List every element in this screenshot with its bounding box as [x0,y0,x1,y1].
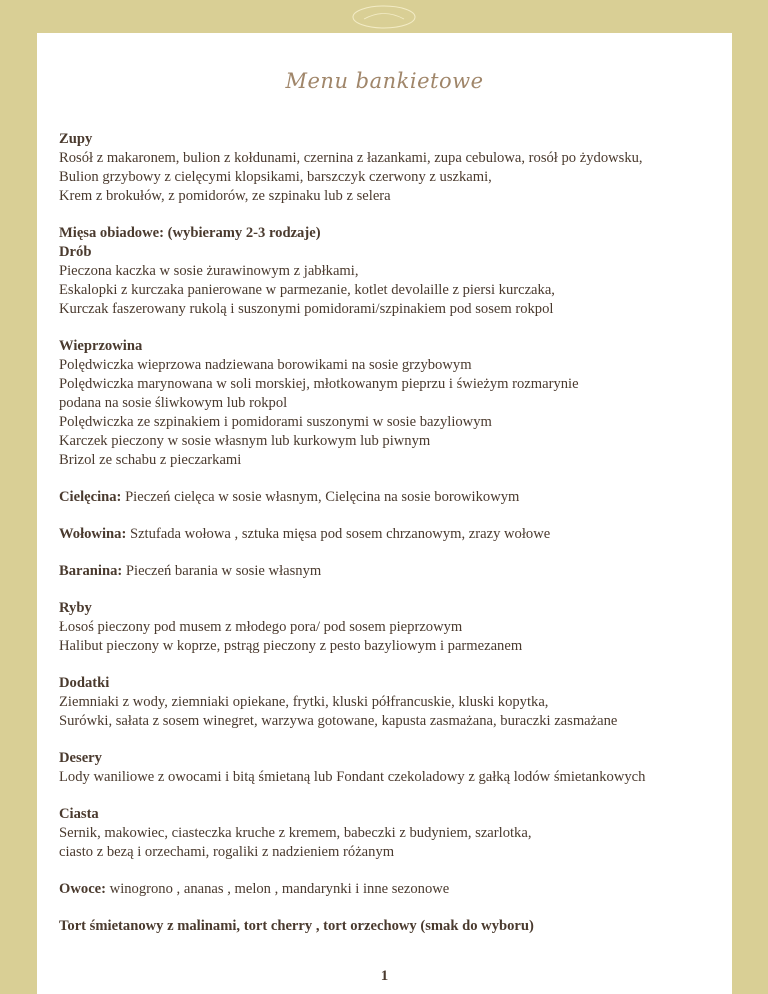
section-text: winogrono , ananas , melon , mandarynki i inne sezonowe [106,881,450,897]
section-torty [59,917,724,936]
menu-line: Eskalopki z kurczaka panierowane w parmezanie, kotlet devolaille z piersi kurczaka, [59,282,555,298]
menu-line: Lody waniliowe z owocami i bitą śmietaną lub Fondant czekoladowy z gałką lodów śmietankowych [59,769,646,785]
section-heading: Ciasta [59,806,99,822]
section-heading: Ryby [59,600,92,616]
menu-line: Sernik, makowiec, ciasteczka kruche z kremem, babeczki z budyniem, szarlotka, [59,825,532,841]
section-cielecina [59,488,724,507]
section-owoce [59,880,724,899]
section-desery [59,749,724,787]
menu-line: Halibut pieczony w koprze, pstrąg pieczony z pesto bazyliowym i parmezanem [59,638,523,654]
menu-line: Krem z brokułów, z pomidorów, ze szpinaku lub z selera [59,188,391,204]
menu-line [59,525,724,544]
section-wolowina [59,525,724,544]
section-heading: Zupy [59,131,93,147]
page-number: 1 [380,968,389,984]
menu-line: podana na sosie śliwkowym lub rokpol [59,395,288,411]
menu-line: Bulion grzybowy z cielęcymi klopsikami, barszczyk czerwony z uszkami, [59,169,492,185]
menu-line: Polędwiczka ze szpinakiem i pomidorami suszonymi w sosie bazyliowym [59,414,492,430]
logo [350,4,418,30]
section-label: Wołowina: [59,526,127,542]
section-heading: Wieprzowina [59,338,143,354]
menu-line [59,880,724,899]
menu-line: Polędwiczka wieprzowa nadziewana borowikami na sosie grzybowym [59,357,472,373]
menu-line [59,562,724,581]
menu-line: Kurczak faszerowany rukolą i suszonymi pomidorami/szpinakiem pod sosem rokpol [59,301,554,317]
section-heading: Dodatki [59,675,110,691]
section-text: Sztufada wołowa , sztuka mięsa pod sosem chrzanowym, zrazy wołowe [126,526,551,542]
menu-line: Rosół z makaronem, bulion z kołdunami, czernina z łazankami, zupa cebulowa, rosół po żydowsku, [59,150,643,166]
section-ciasta [59,805,724,862]
section-drob [59,224,724,319]
menu-line: Łosoś pieczony pod musem z młodego pora/ pod sosem pieprzowym [59,619,463,635]
section-ryby [59,599,724,656]
menu-line: ciasto z bezą i orzechami, rogaliki z nadzieniem różanym [59,844,395,860]
page-title: Menu bankietowe [285,69,484,93]
section-heading: Tort śmietanowy z malinami, tort cherry , tort orzechowy (smak do wyboru) [59,918,534,934]
section-subheading: Drób [59,244,92,260]
menu-line: Polędwiczka marynowana w soli morskiej, młotkowanym pieprzu i świeżym rozmarynie [59,376,579,392]
section-baranina [59,562,724,581]
menu-line: Ziemniaki z wody, ziemniaki opiekane, frytki, kluski półfrancuskie, kluski kopytka, [59,694,549,710]
menu-line [59,488,724,507]
section-heading: Desery [59,750,102,766]
menu-content [59,130,724,954]
section-heading: Mięsa obiadowe: (wybieramy 2-3 rodzaje) [59,225,321,241]
menu-line: Brizol ze schabu z pieczarkami [59,452,242,468]
menu-line: Surówki, sałata z sosem winegret, warzywa gotowane, kapusta zasmażana, buraczki zasmażane [59,713,618,729]
section-zupy [59,130,724,206]
section-label: Baranina: [59,563,123,579]
menu-line: Karczek pieczony w sosie własnym lub kurkowym lub piwnym [59,433,431,449]
section-dodatki [59,674,724,731]
logo-emblem [350,4,418,30]
menu-line: Pieczona kaczka w sosie żurawinowym z jabłkami, [59,263,359,279]
menu-page [37,33,732,994]
section-text: Pieczeń cielęca w sosie własnym, Cielęcina na sosie borowikowym [121,489,520,505]
section-label: Cielęcina: [59,489,122,505]
section-text: Pieczeń barania w sosie własnym [122,563,322,579]
section-label: Owoce: [59,881,107,897]
section-wieprzowina [59,337,724,470]
